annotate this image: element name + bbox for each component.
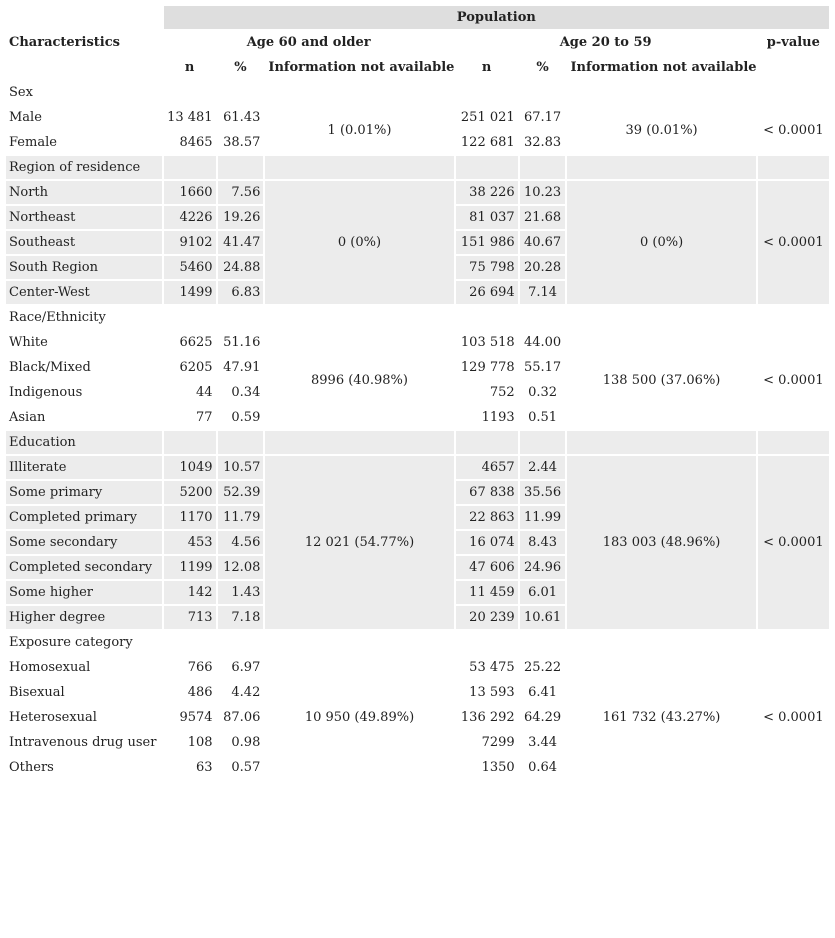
percent-older: 19.26 bbox=[218, 206, 264, 229]
row-label: Some primary bbox=[6, 481, 162, 504]
row-label: Others bbox=[9, 760, 54, 775]
count-older: 453 bbox=[164, 531, 216, 554]
subheader-spacer bbox=[6, 56, 162, 79]
count-older: 8465 bbox=[179, 135, 213, 150]
count-older: 1660 bbox=[164, 181, 216, 204]
row-label: Southeast bbox=[6, 231, 162, 254]
count-older: 108 bbox=[187, 735, 213, 750]
percent-older: 11.79 bbox=[218, 506, 264, 529]
not-available-younger: 161 732 (43.27%) bbox=[602, 710, 721, 725]
row-label: Bisexual bbox=[9, 685, 65, 700]
row-label: North bbox=[6, 181, 162, 204]
empty-cell bbox=[520, 306, 566, 329]
section-title: Exposure category bbox=[9, 635, 133, 650]
empty-cell bbox=[567, 81, 755, 104]
not-available-older: 1 (0.01%) bbox=[327, 122, 392, 138]
p-value: < 0.0001 bbox=[758, 456, 829, 629]
not-available-younger: 0 (0%) bbox=[567, 181, 755, 304]
row-label: Female bbox=[9, 135, 57, 150]
count-older: 6625 bbox=[179, 335, 213, 350]
population-header: Population bbox=[164, 6, 829, 29]
row-label: Higher degree bbox=[6, 606, 162, 629]
subheader-spacer-end bbox=[758, 56, 829, 79]
percent-younger: 24.96 bbox=[520, 556, 566, 579]
percent-younger: 10.61 bbox=[520, 606, 566, 629]
not-available-younger: 183 003 (48.96%) bbox=[567, 456, 755, 629]
empty-cell bbox=[164, 81, 216, 104]
count-older: 1170 bbox=[164, 506, 216, 529]
empty-cell bbox=[758, 156, 829, 179]
percent-younger: 55.17 bbox=[523, 360, 562, 375]
percent-younger: 25.22 bbox=[523, 660, 562, 675]
count-younger: 136 292 bbox=[460, 710, 515, 725]
percent-younger: 0.51 bbox=[528, 410, 558, 425]
empty-cell bbox=[567, 631, 755, 654]
table-body bbox=[6, 81, 829, 779]
percent-younger: 11.99 bbox=[520, 506, 566, 529]
count-younger: 122 681 bbox=[460, 135, 515, 150]
empty-cell bbox=[164, 631, 216, 654]
percent-older: 4.42 bbox=[231, 685, 261, 700]
n-header-younger: n bbox=[481, 60, 492, 75]
section-header-row bbox=[6, 631, 829, 654]
count-younger: 38 226 bbox=[456, 181, 518, 204]
row-label: Intravenous drug user bbox=[9, 735, 157, 750]
empty-cell bbox=[520, 156, 566, 179]
percent-older: 24.88 bbox=[218, 256, 264, 279]
row-label: Indigenous bbox=[9, 385, 83, 400]
count-younger: 47 606 bbox=[456, 556, 518, 579]
percent-older: 6.83 bbox=[218, 281, 264, 304]
empty-cell bbox=[520, 431, 566, 454]
row-label: Homosexual bbox=[9, 660, 91, 675]
percent-younger: 40.67 bbox=[520, 231, 566, 254]
percent-younger: 2.44 bbox=[520, 456, 566, 479]
count-younger: 20 239 bbox=[456, 606, 518, 629]
percent-older: 7.56 bbox=[218, 181, 264, 204]
empty-cell bbox=[218, 81, 264, 104]
percent-older: 0.59 bbox=[231, 410, 261, 425]
percent-younger: 0.64 bbox=[528, 760, 558, 775]
empty-cell bbox=[520, 631, 566, 654]
count-younger: 13 593 bbox=[469, 685, 515, 700]
section-title: Sex bbox=[9, 85, 33, 100]
empty-cell bbox=[758, 81, 829, 104]
not-available-younger: 138 500 (37.06%) bbox=[602, 372, 721, 388]
count-older: 9102 bbox=[164, 231, 216, 254]
count-older: 5460 bbox=[164, 256, 216, 279]
percent-younger: 8.43 bbox=[520, 531, 566, 554]
empty-cell bbox=[456, 156, 518, 179]
count-older: 713 bbox=[164, 606, 216, 629]
empty-cell bbox=[218, 156, 264, 179]
table-row bbox=[6, 181, 829, 204]
table-header bbox=[6, 6, 829, 79]
count-older: 4226 bbox=[164, 206, 216, 229]
empty-cell bbox=[164, 431, 216, 454]
percent-older: 87.06 bbox=[223, 710, 261, 725]
empty-cell bbox=[758, 306, 829, 329]
empty-cell bbox=[456, 306, 518, 329]
count-younger: 151 986 bbox=[456, 231, 518, 254]
percent-older: 51.16 bbox=[223, 335, 261, 350]
percent-younger: 64.29 bbox=[523, 710, 562, 725]
count-older: 486 bbox=[187, 685, 213, 700]
empty-cell bbox=[218, 306, 264, 329]
empty-cell bbox=[520, 81, 566, 104]
section-header-row bbox=[6, 81, 829, 104]
pct-header-older: % bbox=[234, 60, 247, 75]
not-available-older: 10 950 (49.89%) bbox=[304, 710, 415, 725]
row-label: White bbox=[9, 335, 48, 350]
table-row bbox=[6, 656, 829, 679]
percent-younger: 21.68 bbox=[520, 206, 566, 229]
n-header-older: n bbox=[184, 60, 195, 75]
count-younger: 129 778 bbox=[460, 360, 515, 375]
percent-older: 6.97 bbox=[231, 660, 261, 675]
empty-cell bbox=[265, 81, 453, 104]
count-older: 1199 bbox=[164, 556, 216, 579]
na-header-older: Information not available bbox=[268, 60, 455, 75]
count-older: 9574 bbox=[179, 710, 213, 725]
count-younger: 22 863 bbox=[456, 506, 518, 529]
percent-older: 7.18 bbox=[218, 606, 264, 629]
row-label: South Region bbox=[6, 256, 162, 279]
section-title: Region of residence bbox=[6, 156, 162, 179]
percent-younger: 10.23 bbox=[520, 181, 566, 204]
percent-younger: 67.17 bbox=[523, 110, 562, 125]
characteristics-table bbox=[4, 4, 831, 781]
percent-younger: 20.28 bbox=[520, 256, 566, 279]
empty-cell bbox=[265, 306, 453, 329]
count-younger: 67 838 bbox=[456, 481, 518, 504]
percent-older: 0.34 bbox=[231, 385, 261, 400]
percent-older: 0.57 bbox=[231, 760, 261, 775]
section-title: Education bbox=[6, 431, 162, 454]
not-available-older: 8996 (40.98%) bbox=[311, 372, 408, 388]
row-label: Black/Mixed bbox=[9, 360, 91, 375]
count-older: 77 bbox=[196, 410, 213, 425]
count-older: 63 bbox=[196, 760, 213, 775]
count-older: 5200 bbox=[164, 481, 216, 504]
age-younger-header: Age 20 to 59 bbox=[559, 35, 652, 50]
count-older: 1499 bbox=[164, 281, 216, 304]
p-value: < 0.0001 bbox=[758, 181, 829, 304]
section-header-row bbox=[6, 156, 829, 179]
na-header-younger: Information not available bbox=[570, 60, 757, 75]
count-younger: 53 475 bbox=[469, 660, 515, 675]
p-value-header: p-value bbox=[766, 35, 820, 50]
count-younger: 1350 bbox=[481, 760, 515, 775]
pct-header-younger: % bbox=[536, 60, 549, 75]
percent-younger: 3.44 bbox=[528, 735, 558, 750]
percent-younger: 6.01 bbox=[520, 581, 566, 604]
row-label: Northeast bbox=[6, 206, 162, 229]
percent-older: 47.91 bbox=[223, 360, 261, 375]
percent-younger: 7.14 bbox=[520, 281, 566, 304]
count-older: 142 bbox=[164, 581, 216, 604]
row-label: Some higher bbox=[6, 581, 162, 604]
age-older-header: Age 60 and older bbox=[246, 35, 371, 50]
count-younger: 75 798 bbox=[456, 256, 518, 279]
percent-older: 1.43 bbox=[218, 581, 264, 604]
empty-cell bbox=[218, 631, 264, 654]
count-older: 1049 bbox=[164, 456, 216, 479]
count-younger: 103 518 bbox=[460, 335, 515, 350]
header-spacer bbox=[6, 6, 162, 29]
percent-younger: 35.56 bbox=[520, 481, 566, 504]
empty-cell bbox=[218, 431, 264, 454]
percent-older: 61.43 bbox=[223, 110, 261, 125]
empty-cell bbox=[567, 156, 755, 179]
section-header-row bbox=[6, 306, 829, 329]
empty-cell bbox=[567, 431, 755, 454]
row-label: Illiterate bbox=[6, 456, 162, 479]
percent-older: 12.08 bbox=[218, 556, 264, 579]
percent-older: 4.56 bbox=[218, 531, 264, 554]
empty-cell bbox=[456, 81, 518, 104]
count-younger: 7299 bbox=[481, 735, 515, 750]
empty-cell bbox=[265, 431, 453, 454]
count-older: 766 bbox=[187, 660, 213, 675]
p-value: < 0.0001 bbox=[763, 710, 824, 725]
table-row bbox=[6, 456, 829, 479]
empty-cell bbox=[758, 631, 829, 654]
percent-older: 0.98 bbox=[231, 735, 261, 750]
count-younger: 11 459 bbox=[456, 581, 518, 604]
row-label: Male bbox=[9, 110, 42, 125]
count-older: 44 bbox=[196, 385, 213, 400]
percent-younger: 6.41 bbox=[528, 685, 558, 700]
count-younger: 1193 bbox=[481, 410, 515, 425]
row-label: Some secondary bbox=[6, 531, 162, 554]
row-label: Center-West bbox=[6, 281, 162, 304]
empty-cell bbox=[456, 431, 518, 454]
row-label: Heterosexual bbox=[9, 710, 97, 725]
count-younger: 81 037 bbox=[456, 206, 518, 229]
p-value: < 0.0001 bbox=[763, 372, 824, 388]
percent-younger: 44.00 bbox=[523, 335, 562, 350]
percent-younger: 32.83 bbox=[523, 135, 562, 150]
count-older: 6205 bbox=[179, 360, 213, 375]
empty-cell bbox=[758, 431, 829, 454]
row-label: Completed primary bbox=[6, 506, 162, 529]
empty-cell bbox=[567, 306, 755, 329]
p-value: < 0.0001 bbox=[763, 122, 824, 138]
section-title: Race/Ethnicity bbox=[9, 310, 106, 325]
not-available-older: 12 021 (54.77%) bbox=[265, 456, 453, 629]
count-younger: 26 694 bbox=[456, 281, 518, 304]
row-label: Completed secondary bbox=[6, 556, 162, 579]
table-row bbox=[6, 331, 829, 354]
percent-older: 10.57 bbox=[218, 456, 264, 479]
section-header-row bbox=[6, 431, 829, 454]
characteristics-header: Characteristics bbox=[9, 35, 120, 50]
percent-older: 38.57 bbox=[223, 135, 261, 150]
percent-older: 52.39 bbox=[218, 481, 264, 504]
empty-cell bbox=[265, 156, 453, 179]
count-older: 13 481 bbox=[167, 110, 213, 125]
count-younger: 4657 bbox=[456, 456, 518, 479]
empty-cell bbox=[164, 156, 216, 179]
not-available-younger: 39 (0.01%) bbox=[625, 122, 698, 138]
empty-cell bbox=[456, 631, 518, 654]
table-row bbox=[6, 106, 829, 129]
empty-cell bbox=[164, 306, 216, 329]
percent-older: 41.47 bbox=[218, 231, 264, 254]
row-label: Asian bbox=[9, 410, 46, 425]
count-younger: 251 021 bbox=[460, 110, 515, 125]
not-available-older: 0 (0%) bbox=[265, 181, 453, 304]
percent-younger: 0.32 bbox=[528, 385, 558, 400]
count-younger: 16 074 bbox=[456, 531, 518, 554]
empty-cell bbox=[265, 631, 453, 654]
count-younger: 752 bbox=[489, 385, 515, 400]
